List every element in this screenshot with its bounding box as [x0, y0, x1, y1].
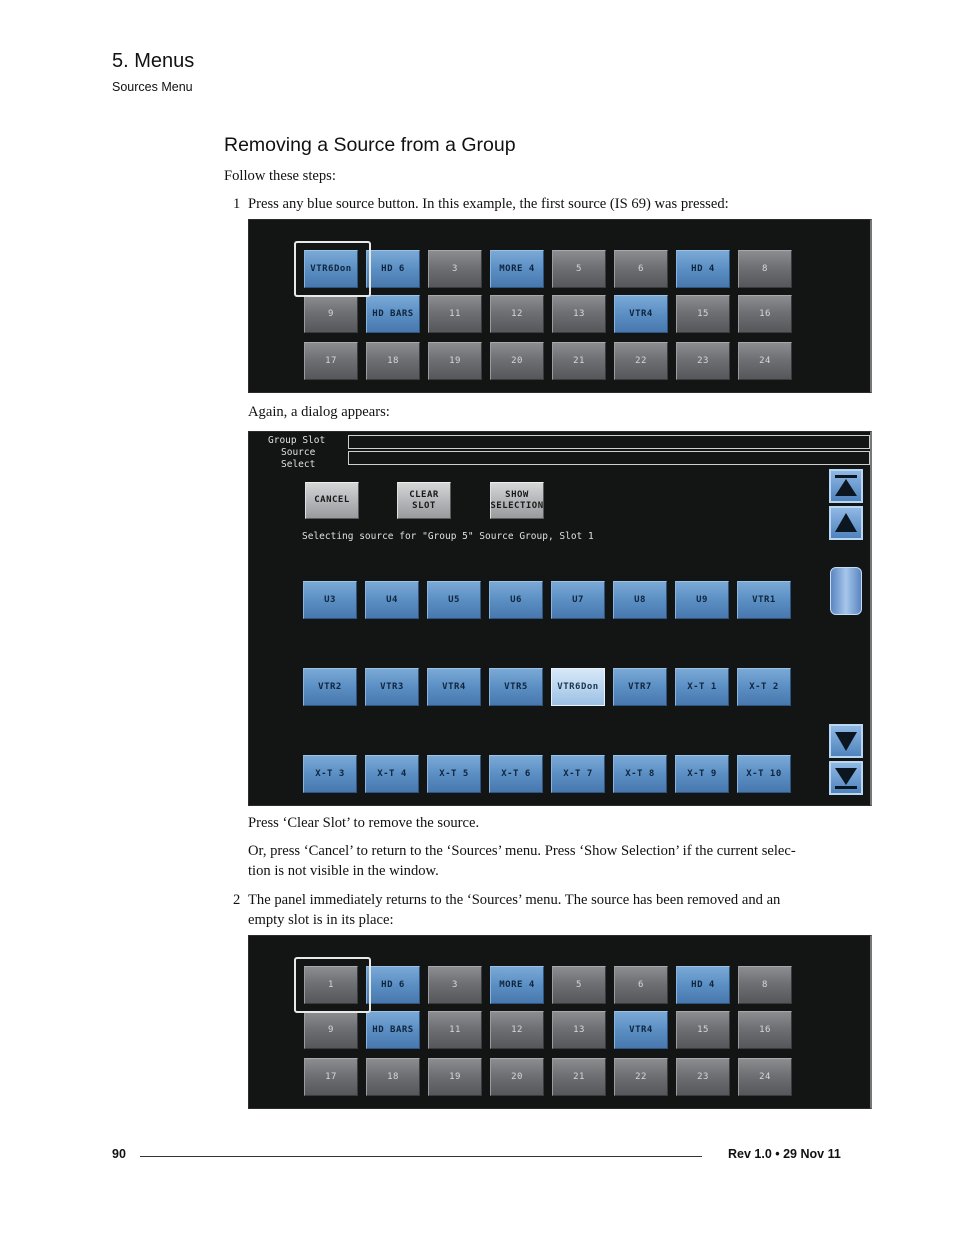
press-clear-text: Press ‘Clear Slot’ to remove the source.	[248, 815, 480, 831]
page-down-icon	[833, 765, 859, 791]
source-button[interactable]: VTR4	[614, 1011, 668, 1049]
source-button[interactable]: MORE 4	[490, 966, 544, 1004]
source-button[interactable]: 6	[614, 966, 668, 1004]
or-press-text-line1: Or, press ‘Cancel’ to return to the ‘Sources’ menu. Press ‘Show Selection’ if the current selec-	[248, 843, 796, 859]
arrow-down-icon	[833, 728, 859, 754]
source-button[interactable]: 9	[304, 295, 358, 333]
source-button[interactable]: VTR1	[737, 581, 791, 619]
sources-panel-after	[248, 935, 872, 1109]
scroll-top-button[interactable]	[829, 469, 863, 503]
step-number: 1	[233, 196, 241, 212]
source-button[interactable]: 17	[304, 1058, 358, 1096]
source-button[interactable]: VTR4	[427, 668, 481, 706]
clear-slot-button[interactable]: CLEAR SLOT	[397, 482, 451, 519]
source-button[interactable]: 11	[428, 295, 482, 333]
step-text: Press any blue source button. In this example, the first source (IS 69) was pressed:	[248, 196, 729, 212]
again-text: Again, a dialog appears:	[248, 404, 390, 420]
source-button[interactable]: X-T 7	[551, 755, 605, 793]
selection-box	[294, 957, 371, 1013]
source-button[interactable]: 1	[304, 966, 358, 1004]
source-button[interactable]: HD 6	[366, 250, 420, 288]
source-button[interactable]: X-T 10	[737, 755, 791, 793]
source-button[interactable]: 8	[738, 250, 792, 288]
source-button[interactable]: X-T 1	[675, 668, 729, 706]
revision-date: Rev 1.0 • 29 Nov 11	[728, 1147, 841, 1161]
source-button[interactable]: VTR4	[614, 295, 668, 333]
step-text-line2: empty slot is in its place:	[248, 912, 394, 928]
source-button[interactable]: X-T 9	[675, 755, 729, 793]
source-button[interactable]: X-T 4	[365, 755, 419, 793]
source-button[interactable]: 23	[676, 1058, 730, 1096]
status-text: Selecting source for "Group 5" Source Group, Slot 1	[302, 531, 594, 542]
source-button[interactable]: 3	[428, 966, 482, 1004]
source-button[interactable]: X-T 6	[489, 755, 543, 793]
source-button[interactable]: VTR7	[613, 668, 667, 706]
source-button[interactable]: 16	[738, 295, 792, 333]
source-button[interactable]: 23	[676, 342, 730, 380]
source-button[interactable]: 9	[304, 1011, 358, 1049]
source-button[interactable]: 8	[738, 966, 792, 1004]
intro-text: Follow these steps:	[224, 168, 336, 184]
source-button[interactable]: U9	[675, 581, 729, 619]
source-button[interactable]: 16	[738, 1011, 792, 1049]
source-button[interactable]: 24	[738, 1058, 792, 1096]
source-button[interactable]: 15	[676, 1011, 730, 1049]
page-number: 90	[112, 1147, 126, 1161]
source-button[interactable]: U5	[427, 581, 481, 619]
source-button[interactable]: 6	[614, 250, 668, 288]
scroll-down-button[interactable]	[829, 724, 863, 758]
source-button[interactable]: 22	[614, 342, 668, 380]
source-button[interactable]: HD BARS	[366, 295, 420, 333]
source-button[interactable]: 22	[614, 1058, 668, 1096]
source-button[interactable]: 17	[304, 342, 358, 380]
select-label: Select	[281, 459, 316, 470]
source-button[interactable]: HD 4	[676, 966, 730, 1004]
source-button[interactable]: VTR6Don	[304, 250, 358, 288]
source-button[interactable]: U3	[303, 581, 357, 619]
cancel-button[interactable]: CANCEL	[305, 482, 359, 519]
source-button[interactable]: X-T 2	[737, 668, 791, 706]
source-button[interactable]: HD BARS	[366, 1011, 420, 1049]
source-button[interactable]: VTR6Don	[551, 668, 605, 706]
source-button[interactable]: 24	[738, 342, 792, 380]
section-heading: Removing a Source from a Group	[224, 134, 516, 156]
source-button[interactable]: HD 6	[366, 966, 420, 1004]
source-button[interactable]: 19	[428, 1058, 482, 1096]
page-up-icon	[833, 473, 859, 499]
source-button[interactable]: MORE 4	[490, 250, 544, 288]
group-slot-field	[348, 435, 870, 449]
source-button[interactable]: 19	[428, 342, 482, 380]
source-button[interactable]: X-T 3	[303, 755, 357, 793]
source-button[interactable]: 13	[552, 1011, 606, 1049]
section-subtitle: Sources Menu	[112, 80, 193, 94]
step-number: 2	[233, 892, 241, 908]
source-button[interactable]: 18	[366, 1058, 420, 1096]
source-button[interactable]: U7	[551, 581, 605, 619]
source-button[interactable]: X-T 8	[613, 755, 667, 793]
source-select-field	[348, 451, 870, 465]
scroll-up-button[interactable]	[829, 506, 863, 540]
scrollbar-thumb[interactable]	[830, 567, 862, 615]
source-button[interactable]: VTR3	[365, 668, 419, 706]
source-button[interactable]: HD 4	[676, 250, 730, 288]
group-slot-label: Group Slot	[268, 435, 326, 446]
source-button[interactable]: U8	[613, 581, 667, 619]
source-button[interactable]: 20	[490, 342, 544, 380]
source-button[interactable]: 15	[676, 295, 730, 333]
source-button[interactable]: 21	[552, 342, 606, 380]
step-text-line1: The panel immediately returns to the ‘Sources’ menu. The source has been removed and an	[248, 892, 781, 908]
source-button[interactable]: X-T 5	[427, 755, 481, 793]
source-button[interactable]: 11	[428, 1011, 482, 1049]
or-press-text-line2: tion is not visible in the window.	[248, 863, 439, 879]
source-button[interactable]: 5	[552, 250, 606, 288]
sources-panel-before	[248, 219, 872, 393]
chapter-title: 5. Menus	[112, 50, 195, 72]
source-button[interactable]: U6	[489, 581, 543, 619]
source-select-dialog	[248, 431, 872, 806]
source-button[interactable]: VTR2	[303, 668, 357, 706]
source-label: Source	[281, 447, 316, 458]
source-button[interactable]: 20	[490, 1058, 544, 1096]
source-button[interactable]: 12	[490, 1011, 544, 1049]
source-button[interactable]: U4	[365, 581, 419, 619]
source-button[interactable]: 12	[490, 295, 544, 333]
source-button[interactable]: 21	[552, 1058, 606, 1096]
footer-rule	[140, 1156, 702, 1157]
source-button[interactable]: 13	[552, 295, 606, 333]
source-button[interactable]: 18	[366, 342, 420, 380]
selection-box	[294, 241, 371, 297]
source-button[interactable]: VTR5	[489, 668, 543, 706]
show-selection-button[interactable]: SHOW SELECTION	[490, 482, 544, 519]
source-button[interactable]: 5	[552, 966, 606, 1004]
source-button[interactable]: 3	[428, 250, 482, 288]
arrow-up-icon	[833, 510, 859, 536]
scroll-bottom-button[interactable]	[829, 761, 863, 795]
